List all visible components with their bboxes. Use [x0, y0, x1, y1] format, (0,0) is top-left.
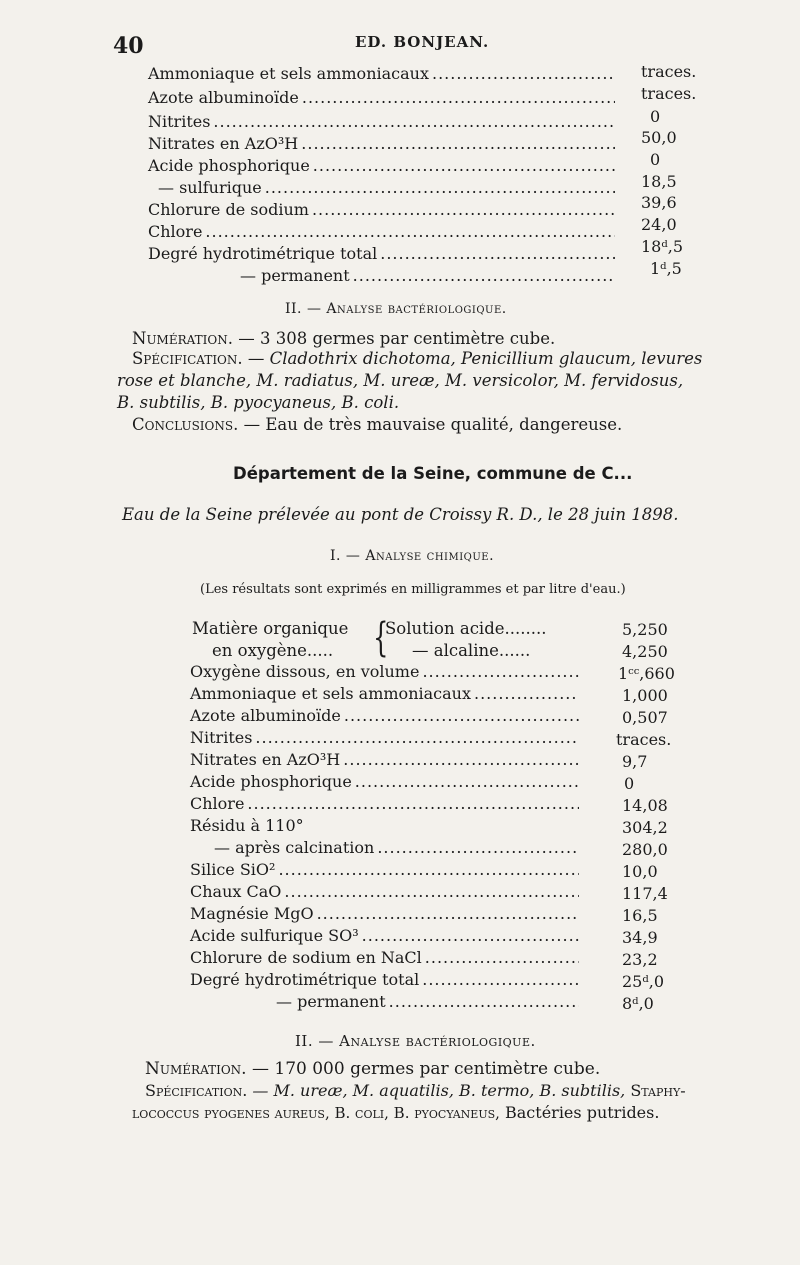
bact2-specification: Spécification. — M. ureæ, M. aquatilis, B. termo, B. subtilis, Staphy-: [145, 1081, 686, 1100]
mo-label1: Matière organique: [192, 619, 349, 638]
table-row: Azote albuminoïde .....: [190, 706, 582, 728]
table-value: 50,0: [641, 128, 677, 147]
table-row: Degré hydrotimétrique total .....: [190, 970, 582, 992]
table-row: Azote albuminoïde .....: [148, 88, 618, 110]
table-value: 304,2: [622, 818, 668, 837]
table-row: Acide sulfurique SO³ .....: [190, 926, 582, 948]
mo-sub1: Solution acide........: [385, 619, 547, 638]
table-value: 1ᵈ,5: [650, 259, 682, 278]
bact1-specification: Spécification. — Cladothrix dichotoma, Penicillium glaucum, levures: [132, 349, 703, 368]
table-row: Oxygène dissous, en volume .....: [190, 662, 582, 684]
table-row: Nitrates en AzO³H .....: [190, 750, 582, 772]
table-value: 8ᵈ,0: [622, 994, 654, 1013]
table-row: Nitrites .....: [190, 728, 582, 750]
table-value: 5,250: [622, 620, 668, 639]
bact1-spec-line3: B. subtilis, B. pyocyaneus, B. coli.: [117, 393, 400, 412]
running-title: ED. BONJEAN.: [355, 33, 490, 51]
table-row: Ammoniaque et sels ammoniacaux .....: [148, 64, 618, 86]
bact1-heading: II. — Analyse bactériologique.: [285, 301, 507, 317]
table-row: Acide phosphorique .....: [190, 772, 582, 794]
table-row: — permanent .....: [240, 266, 618, 288]
table-value: 18ᵈ,5: [641, 237, 684, 256]
bact1-spec-line2: rose et blanche, M. radiatus, M. ureæ, M. versicolor, M. fervidosus,: [117, 371, 684, 390]
table-value: 4,250: [622, 642, 668, 661]
table-value: 14,08: [622, 796, 668, 815]
chem2-heading: I. — Analyse chimique.: [330, 548, 495, 564]
department-title: Département de la Seine, commune de C...: [233, 464, 633, 483]
table-row: Nitrites .....: [148, 112, 618, 134]
table-value: 9,7: [622, 752, 648, 771]
table-value: 1,000: [622, 686, 668, 705]
table-row: Chlore .....: [148, 222, 618, 244]
table-row: Chaux CaO .....: [190, 882, 582, 904]
table-row: — après calcination .....: [214, 838, 582, 860]
bact1-conclusions: Conclusions. — Eau de très mauvaise qualité, dangereuse.: [132, 415, 623, 434]
brace-symbol: {: [373, 615, 389, 661]
table-row: — permanent .....: [276, 992, 582, 1014]
table-value: 25ᵈ,0: [622, 972, 665, 991]
mo-label2: en oxygène.....: [212, 641, 334, 660]
bact2-numeration: Numération. — 170 000 germes par centimètre cube.: [145, 1059, 601, 1079]
table-value: 10,0: [622, 862, 658, 881]
table-value: 39,6: [641, 193, 677, 212]
table-row: Ammoniaque et sels ammoniacaux .....: [190, 684, 582, 706]
table-row: Acide phosphorique .....: [148, 156, 618, 178]
table-value: 117,4: [622, 884, 668, 903]
bact2-spec-line2: lococcus pyogenes aureus, B. coli, B. pyocyaneus, Bactéries putrides.: [132, 1103, 660, 1122]
table-value: 0: [624, 774, 635, 793]
table-value: 23,2: [622, 950, 658, 969]
sample-subtitle: Eau de la Seine prélevée au pont de Croissy R. D., le 28 juin 1898.: [122, 505, 679, 524]
mo-sub2: — alcaline......: [412, 641, 531, 660]
table-value: traces.: [641, 62, 697, 81]
table-row: Nitrates en AzO³H .....: [148, 134, 618, 156]
table-value: traces.: [641, 84, 697, 103]
table-value: 0: [650, 150, 661, 169]
table-row: Magnésie MgO .....: [190, 904, 582, 926]
table-row: Chlore .....: [190, 794, 582, 816]
page-number: 40: [113, 33, 144, 59]
table-value: 0,507: [622, 708, 668, 727]
table-value: traces.: [616, 730, 672, 749]
table-value: 16,5: [622, 906, 658, 925]
table-value: 0: [650, 107, 661, 126]
table-row: Chlorure de sodium .....: [148, 200, 618, 222]
bact1-numeration: Numération. — 3 308 germes par centimètre cube.: [132, 329, 556, 348]
table-row: Résidu à 110°: [190, 816, 304, 835]
table-row: — sulfurique .....: [158, 178, 618, 200]
table-value: 18,5: [641, 172, 677, 191]
units-note: (Les résultats sont exprimés en milligrammes et par litre d'eau.): [200, 582, 626, 597]
table-row: Silice SiO² .....: [190, 860, 582, 882]
table-row: Degré hydrotimétrique total .....: [148, 244, 618, 266]
table-row: Chlorure de sodium en NaCl .....: [190, 948, 582, 970]
table-value: 280,0: [622, 840, 668, 859]
bact2-heading: II. — Analyse bactériologique.: [295, 1032, 536, 1050]
table-value: 1ᶜᶜ,660: [618, 664, 675, 683]
table-value: 34,9: [622, 928, 658, 947]
table-value: 24,0: [641, 215, 677, 234]
